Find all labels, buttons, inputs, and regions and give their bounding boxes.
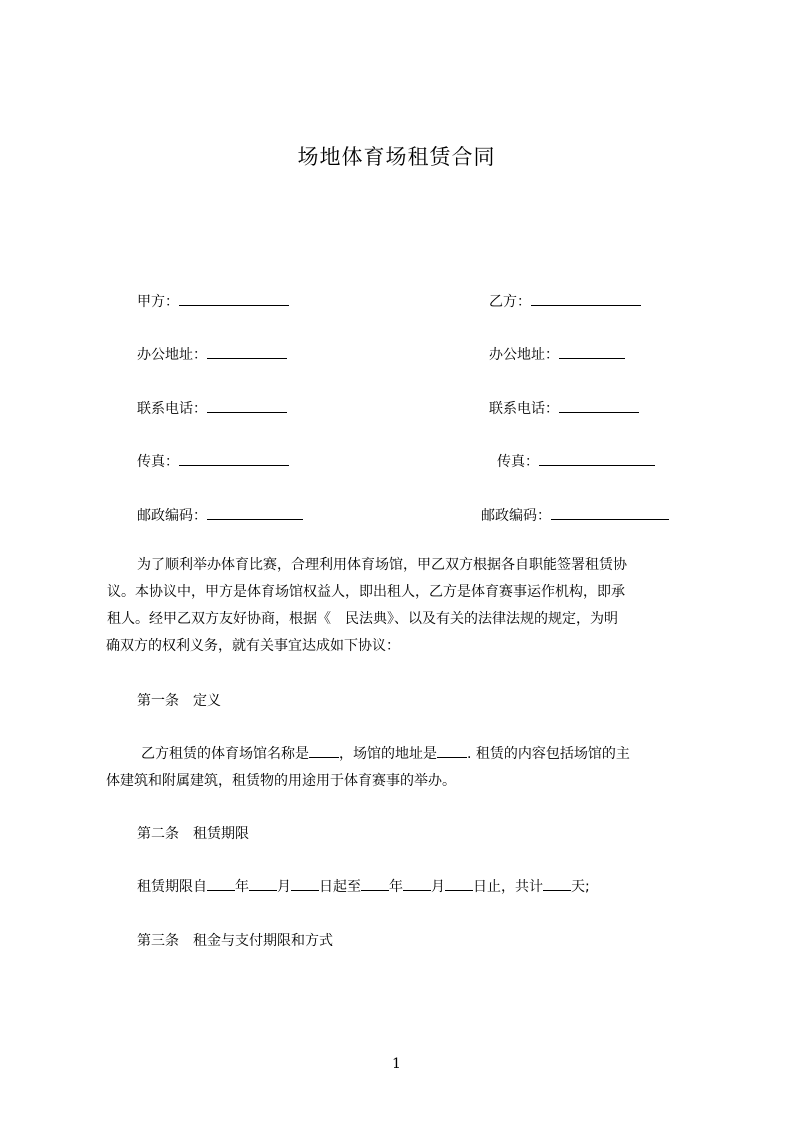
article-1-text-c: . 租赁的内容包括场馆的主 <box>467 746 630 762</box>
office-address-a-field <box>137 344 287 365</box>
phone-b-blank <box>559 398 639 413</box>
article-1-heading: 第一条 定义 <box>137 693 221 709</box>
office-address-a-blank <box>207 344 287 359</box>
lease-term-text: 年 <box>389 879 403 895</box>
article-2-heading: 第二条 租赁期限 <box>137 826 249 842</box>
fax-a-label: 传真： <box>137 454 179 470</box>
office-address-b-blank <box>559 344 625 359</box>
end-month-blank <box>403 878 431 891</box>
postcode-a-label: 邮政编码： <box>137 508 207 524</box>
party-a-field <box>137 291 289 312</box>
phone-a-field <box>137 398 287 419</box>
lease-term-text: 月 <box>277 879 291 895</box>
phone-a-blank <box>207 398 287 413</box>
postcode-b-label: 邮政编码： <box>481 508 551 524</box>
document-title: 场地体育场租赁合同 <box>297 145 496 169</box>
party-b-blank <box>531 291 641 306</box>
article-1-line: 体建筑和附属建筑，租赁物的用途用于体育赛事的举办。 <box>106 773 456 789</box>
article-1-text-b: ，场馆的地址是 <box>339 746 437 762</box>
party-b-field <box>489 291 641 312</box>
intro-line: 确双方的权利义务，就有关事宜达成如下协议： <box>106 638 400 654</box>
page-number: 1 <box>392 1056 401 1072</box>
lease-term-line <box>137 877 590 897</box>
start-month-blank <box>249 878 277 891</box>
lease-term-text: 年 <box>235 879 249 895</box>
postcode-a-blank <box>207 505 303 520</box>
fax-b-blank <box>539 451 655 466</box>
party-a-blank <box>179 291 289 306</box>
office-address-b-label: 办公地址： <box>489 347 559 363</box>
total-days-blank <box>543 878 571 891</box>
office-address-a-label: 办公地址： <box>137 347 207 363</box>
party-a-label: 甲方： <box>137 294 179 310</box>
postcode-a-field <box>137 505 303 526</box>
lease-term-text: 日止，共计 <box>473 879 543 895</box>
intro-line: 为了顺利举办体育比赛，合理利用体育场馆，甲乙双方根据各自职能签署租赁协 <box>137 557 627 573</box>
article-1-text-a: 乙方租赁的体育场馆名称是 <box>141 746 309 762</box>
phone-b-label: 联系电话： <box>489 401 559 417</box>
postcode-b-field <box>481 505 669 526</box>
party-b-label: 乙方： <box>489 294 531 310</box>
fax-b-label: 传真： <box>497 454 539 470</box>
fax-b-field <box>497 451 655 472</box>
lease-term-text: 月 <box>431 879 445 895</box>
intro-paragraph <box>106 552 692 660</box>
article-1-line <box>106 741 692 768</box>
lease-term-text: 天; <box>571 879 590 895</box>
end-year-blank <box>361 878 389 891</box>
lease-term-text: 日起至 <box>319 879 361 895</box>
phone-b-field <box>489 398 639 419</box>
venue-address-blank <box>437 745 467 758</box>
start-day-blank <box>291 878 319 891</box>
intro-line: 租人。经甲乙双方友好协商，根据《 民法典》、以及有关的法律法规的规定，为明 <box>107 611 618 627</box>
start-year-blank <box>207 878 235 891</box>
postcode-b-blank <box>551 505 669 520</box>
intro-line: 议。本协议中，甲方是体育场馆权益人，即出租人，乙方是体育赛事运作机构，即承 <box>107 584 625 600</box>
fax-a-field <box>137 451 289 472</box>
venue-name-blank <box>309 745 339 758</box>
article-1-paragraph <box>106 741 692 795</box>
article-3-heading: 第三条 租金与支付期限和方式 <box>137 933 333 949</box>
office-address-b-field <box>489 344 625 365</box>
end-day-blank <box>445 878 473 891</box>
fax-a-blank <box>179 451 289 466</box>
lease-term-text: 租赁期限自 <box>137 879 207 895</box>
phone-a-label: 联系电话： <box>137 401 207 417</box>
